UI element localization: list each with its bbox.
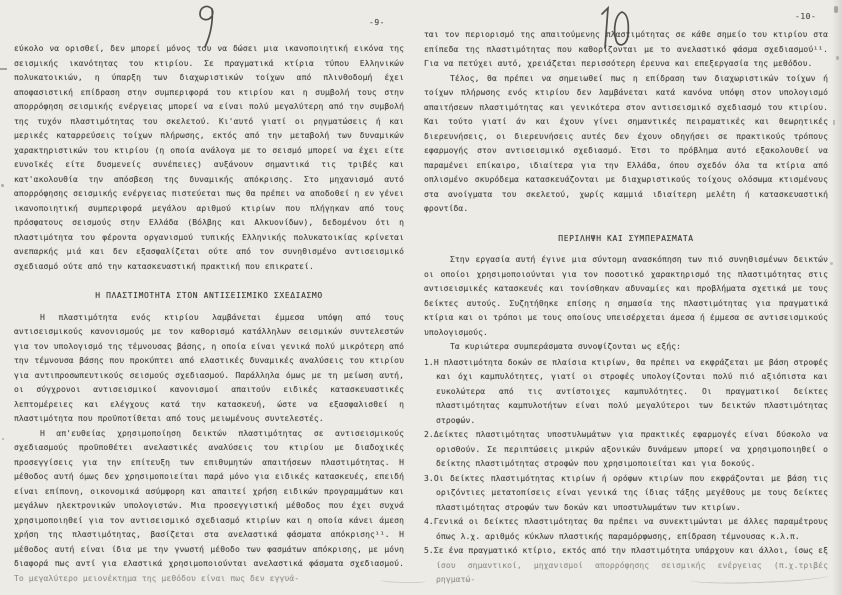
conclusion-item-3-number: 3. <box>424 473 434 483</box>
page-left <box>14 42 404 586</box>
conclusion-item-3 <box>424 472 828 516</box>
conclusion-item-1-text: Η πλαστιμότητα δοκών σε πλαίσια κτιρίων, θα πρέπει να εκφράζεται με βάση στροφές και όχι καμπυλότητες, γιατί οι στροφές υπολογίζονται πολύ πιό αξιόπιστα και ευκολώτερα από τις αντίστοιχες καμπυλότητες. Οι πραγματικοί δείκτες πλαστιμότητας καμπυλοτήτων είναι πολύ μεγαλύτεροι των δεικτών πλαστιμότητας στροφών. <box>433 357 828 425</box>
conclusion-item-4-number: 4. <box>424 517 434 526</box>
scan-artifact <box>834 6 838 13</box>
right-paragraph-2: Τέλος, θα πρέπει να σημειωθεί πως η επίδραση των διαχωριστικών τοίχων ή τοίχων πλήρωσης ενός κτιρίου δεν λαμβάνεται κατά κανόνα υπόψη στον υπολογισμό απαιτήσεων πλαστιμότητας και γενικότερα στον αντισεισμικό σχεδιασμό του κτιρίου. Και τούτο γιατί άν και έχουν γίνει σημαντικές πειραματικές και θεωρητικές διερευνήσεις, οι διερευνήσεις αυτές δεν έχουν οδηγήσει σε πρακτικούς τρόπους εφαρμογής στον αντισεισμικό σχεδιασμό. Έτσι το πρόβλημα αυτό εξακολουθεί να παραμένει επίκαιρο, ιδιαίτερα για την Ελλάδα, όπου σχεδόν όλα τα κτίρια από οπλισμένο σκυρόδεμα κατασκευάζονται με διαχωριστικούς τοίχους ολόσωμα κτισμένους στα ανοίγματα του σκελετού, χωρίς καμμιά ιδιαίτερη μελέτη ή κατασκευαστική φροντίδα. <box>424 73 828 213</box>
left-paragraph-3-faded-text: Το μεγαλύτερο μειονέκτημα της μεθόδου είναι πως δεν εγγυά- <box>14 573 300 583</box>
left-paragraph-3 <box>14 427 404 587</box>
section-heading-ductility-in-seismic-design: Η ΠΛΑΣΤΙΜΟΤΗΤΑ ΣΤΟΝ ΑΝΤΙΣΕΙΣΜΙΚΟ ΣΧΕΔΙΑΣΜΟ <box>95 291 323 300</box>
scan-artifact <box>0 68 7 70</box>
conclusion-item-1 <box>424 356 828 429</box>
conclusion-item-4 <box>424 515 828 544</box>
left-paragraph-2: Η πλαστιμότητα ενός κτιρίου λαμβάνεται έμμεσα υπόψη από τους αντισεισμικούς κανονισμούς με τον καθορισμό κατάλληλων σεισμικών συντελεστών για τον υπολογισμό της τέμνουσας βάσης, η οποία είναι γενικά πολύ μικρότερη από την τέμνουσα βάσης που προκύπτει από ελαστικές δυναμικές αναλύσεις του κτιρίου για αντιπροσωπευτικούς σεισμούς σχεδιασμού. Παράλληλα όμως με τη μείωση αυτή, οι σύγχρονοι αντισεισμικοί κανονισμοί απαιτούν ειδικές κατασκευαστικές λεπτομέρειες και ελέγχους κατά την κατασκευή, ώστε να εξασφαλισθεί η πλαστιμότητα που προϋποτίθεται από τους μειωμένους συντελεστές. <box>14 312 404 423</box>
conclusion-item-1-number: 1. <box>424 357 434 367</box>
conclusion-item-5-faded-text: ίσου σημαντικοί, μηχανισμοί απορρόφησης σεισμικής ενέργειας (π.χ.τριβές ρηγματώ- <box>436 560 828 584</box>
section-heading-summary-conclusions: ΠΕΡΙΛΗΨΗ ΚΑΙ ΣΥΜΠΕΡΑΣΜΑΤΑ <box>558 233 694 243</box>
scan-artifact <box>833 120 835 125</box>
right-continuation-paragraph: ται τον περιορισμό της απαιτούμενης πλαστιμότητας σε κάθε σημείο του κτιρίου στα επίπεδα της πλαστιμότητας που καθορίζονται με το ανελαστικό φάσμα σχεδιασμού¹¹. Για να πετύχει αυτό, χρειάζεται περισσότερη έρευνα και επεξεργασία της μεθόδου. <box>424 30 828 68</box>
conclusion-item-5 <box>424 544 828 588</box>
left-paragraph-3-text: Η απ'ευθείας χρησιμοποίηση δεικτών πλαστιμότητας σε αντισεισμικούς σχεδιασμούς προϋποθέτει ανελαστικές αναλύσεις του κτιρίου με διαδοχικές προσεγγίσεις για την επίτευξη των επιθυμητών απαιτήσεων πλαστιμότητας. Η μέθοδος αυτή όμως δεν χρησιμοποιείται παρά μόνο για ειδικές κατασκευές, επειδή είναι επίπονη, οικονομικά ασύμφορη και απαιτεί χρήση ειδικών προγραμμάτων και μεγάλων ηλεκτρονικών υπολογιστών. Μια προσεγγιστική μέθοδος που έχει συχνά χρησιμοποιηθεί για τον αντισεισμικό σχεδιασμό κτιρίων και η οποία κάνει άμεση χρήση της πλαστιμότητας, βασίζεται στα ανελαστικά φάσματα απόκρισης¹¹. Η μέθοδος αυτή είναι ίδια με την γνωστή μέθοδο των φασμάτων απόκρισης, με μόνη διαφορά πως αντί για ελαστικά χρησιμοποιούνται ανελαστικά φάσματα σχεδιασμού. <box>14 428 404 568</box>
conclusion-item-2-text: Δείκτες πλαστιμότητας υποστυλωμάτων για πρακτικές εφαρμογές είναι δύσκολο να ορισθούν. Σε περιπτώσεις μικρών αξονικών δυνάμεων μπορεί να χρησιμοποιηθεί ο δείκτης πλαστιμότητας στροφών που χρησιμοποιείται και για δοκούς. <box>433 430 828 468</box>
conclusion-item-2-number: 2. <box>424 430 434 439</box>
page-right <box>424 28 828 588</box>
printed-page-number-right: -10- <box>795 12 817 21</box>
left-continuation-paragraph: εύκολο να ορισθεί, δεν μπορεί μόνος του να δώσει μια ικανοποιητική εικόνα της σεισμικής ικανότητας του κτιρίου. Σε πραγματικά κτίρια τύπου Ελληνικών πολυκατοικιών, η ύπαρξη των διαχωριστικών τοίχων από πλινθοδομή έχει αποφασιστική επίδραση στην συμπεριφορά του κτιρίου και η συμβολή τους στην απορρόφηση σεισμικής ενέργειας μπορεί να είναι πολύ μεγαλύτερη από την συμβολή της τυχόν πλαστιμότητας του σκελετού. Κι'αυτό γιατί οι ρηγματώσεις ή και μερικές καταρρεύσεις τοίχων πλήρωσης, εκτός από την μεταβολή των δυναμικών χαρακτηριστικών του κτιρίου (η οποία ανάλογα με το σεισμό μπορεί να έχει είτε ευνοϊκές είτε δυσμενείς συνέπειες) αυξάνουν σημαντικά τις τριβές και κατ'ακολουθία την απόσβεση της δυναμικής απόκρισης. Στο μηχανισμό αυτό απορρόφησης σεισμικής ενέργειας πιστεύεται πως θα πρέπει να αποδοθεί η εν γένει ικανοποιητική συμπεριφορά μεγάλου αριθμού κτιρίων που πλήγηκαν από τους πρόσφατους σεισμούς στην Ελλάδα (Βόλβης και Αλκυονίδων), δεδομένου ότι η πλαστιμότητα του φέροντα οργανισμού τυπικής Ελληνικής πολυκατοικίας κρίνεται ανεπαρκής μιά και δεν εξασφαλίζεται ούτε από τον συνηθισμένο αντισεισμικό σχεδιασμό ούτε από την κατασκευαστική πρακτική που επικρατεί. <box>14 44 404 271</box>
printed-page-number-left: -9- <box>369 18 385 27</box>
conclusion-item-5-number: 5. <box>424 546 434 555</box>
scan-artifact <box>2 438 4 440</box>
conclusion-item-3-text: Οι δείκτες πλαστιμότητας κτιρίων ή ορόφων κτιρίων που εκφράζονται με βάση τις οριζόντιες μετατοπίσεις είναι γενικά της ίδιας τάξης μεγέθους με τους δείκτες πλαστιμότητας στροφών των δοκών και υποστυλωμάτων των κτιρίων. <box>433 473 828 512</box>
scan-artifact <box>1 184 4 187</box>
conclusion-item-5-text: Σε ένα πραγματικό κτίριο, εκτός από την πλαστιμότητα υπάρχουν και άλλοι, ίσως εξ <box>433 546 828 555</box>
conclusions-list <box>424 356 828 588</box>
scan-artifact <box>830 262 833 265</box>
right-paragraph-3: Στην εργασία αυτή έγινε μια σύντομη ανασκόπηση των πιό συνηθισμένων δεικτών οι οποίοι χρησιμοποιούνται για τον ποσοτικό χαρακτηρισμό της πλαστιμότητας στις αντισεισμικές κατασκευές και τονίσθηκαν αδυναμίες και προβλήματα σχετικά με τους δείκτες αυτούς. Συζητήθηκε επίσης η σημασία της πλαστιμότητας για πραγματικά κτίρια και οι τρόποι με τους οποίους υπεισέρχεται άμεσα ή έμμεσα σε αντισεισμικούς υπολογισμούς. <box>424 255 828 337</box>
conclusion-item-4-text: Γενικά οι δείκτες πλαστιμότητας θα πρέπει να συνεκτιμώνται με άλλες παραμέτρους όπως λ.χ. αριθμός κύκλων πλαστικής παραμόρφωσης, επίδραση τέμνουσας κ.λ.π. <box>433 517 828 541</box>
page-edge-shadow <box>832 0 842 595</box>
conclusions-intro: Τα κυριώτερα συμπεράσματα συνοψίζονται ως εξής: <box>450 342 682 351</box>
conclusion-item-2 <box>424 428 828 472</box>
scan-artifact <box>836 56 839 60</box>
